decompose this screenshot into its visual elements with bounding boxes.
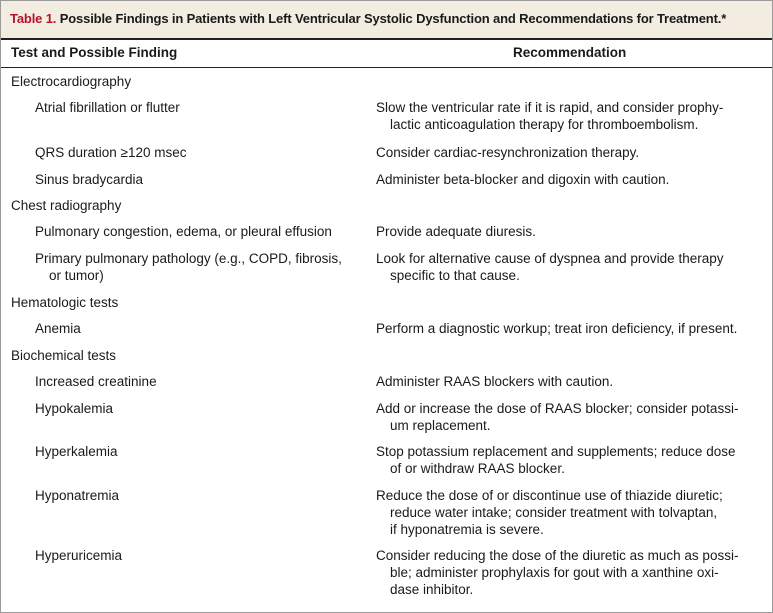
finding-text: Anemia bbox=[35, 321, 81, 336]
recommendation-text: Add or increase the dose of RAAS blocker; consider potassi- bbox=[376, 401, 739, 416]
finding-cell bbox=[35, 487, 365, 504]
recommendation-text: Consider reducing the dose of the diuretic as much as possi- bbox=[376, 548, 739, 563]
recommendation-text: if hyponatremia is severe. bbox=[390, 522, 544, 537]
finding-text: Sinus bradycardia bbox=[35, 172, 144, 187]
recommendation-text: specific to that cause. bbox=[390, 268, 520, 283]
recommendation-cell bbox=[376, 547, 766, 598]
recommendation-text: Administer RAAS blockers with caution. bbox=[376, 374, 614, 389]
recommendation-cell bbox=[376, 320, 766, 337]
finding-cell bbox=[35, 443, 365, 460]
finding-cell bbox=[35, 144, 365, 161]
recommendation-text: Perform a diagnostic workup; treat iron deficiency, if present. bbox=[376, 321, 738, 336]
table-title-text: Possible Findings in Patients with Left Ventricular Systolic Dysfunction and Recommendations for Treatment.* bbox=[59, 11, 727, 26]
recommendation-text: lactic anticoagulation therapy for thromboembolism. bbox=[390, 117, 699, 132]
finding-text: Atrial fibrillation or flutter bbox=[35, 100, 180, 115]
finding-text: Hyperkalemia bbox=[35, 444, 118, 459]
recommendation-text: Consider cardiac-resynchronization therapy. bbox=[376, 145, 640, 160]
column-header-recommendation: Recommendation bbox=[513, 45, 627, 60]
recommendation-cell bbox=[376, 171, 766, 188]
recommendation-cell bbox=[376, 223, 766, 240]
recommendation-cell bbox=[376, 373, 766, 390]
recommendation-cell bbox=[376, 400, 766, 434]
recommendation-text: of or withdraw RAAS blocker. bbox=[390, 461, 565, 476]
column-header-finding: Test and Possible Finding bbox=[11, 45, 178, 60]
recommendation-text: reduce water intake; consider treatment with tolvaptan, bbox=[390, 505, 718, 520]
category-label: Hematologic tests bbox=[11, 295, 119, 310]
finding-cell bbox=[35, 250, 365, 284]
table-label: Table 1. bbox=[10, 11, 57, 26]
finding-text: Hyperuricemia bbox=[35, 548, 123, 563]
finding-text: QRS duration ≥120 msec bbox=[35, 145, 187, 160]
finding-cell bbox=[35, 547, 365, 564]
recommendation-cell bbox=[376, 99, 766, 133]
recommendation-cell bbox=[376, 144, 766, 161]
recommendation-cell bbox=[376, 487, 766, 538]
finding-cell bbox=[35, 400, 365, 417]
recommendation-text: Stop potassium replacement and supplements; reduce dose bbox=[376, 444, 736, 459]
recommendation-cell bbox=[376, 250, 766, 284]
category-label: Chest radiography bbox=[11, 198, 122, 213]
recommendation-cell bbox=[376, 443, 766, 477]
recommendation-text: Provide adequate diuresis. bbox=[376, 224, 536, 239]
category-label: Electrocardiography bbox=[11, 74, 132, 89]
recommendation-text: Reduce the dose of or discontinue use of thiazide diuretic; bbox=[376, 488, 723, 503]
finding-cell bbox=[35, 373, 365, 390]
recommendation-text: Look for alternative cause of dyspnea and provide therapy bbox=[376, 251, 724, 266]
table-title bbox=[10, 11, 726, 26]
recommendation-text: Administer beta-blocker and digoxin with caution. bbox=[376, 172, 670, 187]
finding-cell bbox=[35, 99, 365, 116]
finding-text: Hyponatremia bbox=[35, 488, 120, 503]
category-label: Biochemical tests bbox=[11, 348, 117, 363]
finding-text: Primary pulmonary pathology (e.g., COPD, fibrosis, bbox=[35, 251, 342, 266]
recommendation-text: dase inhibitor. bbox=[390, 582, 474, 597]
recommendation-text: ble; administer prophylaxis for gout with a xanthine oxi- bbox=[390, 565, 719, 580]
finding-cell bbox=[35, 320, 365, 337]
table-title-bar bbox=[1, 1, 772, 40]
finding-cell bbox=[35, 223, 365, 240]
header-divider bbox=[1, 67, 772, 68]
finding-text: Pulmonary congestion, edema, or pleural effusion bbox=[35, 224, 332, 239]
finding-text: Increased creatinine bbox=[35, 374, 157, 389]
finding-text: or tumor) bbox=[49, 268, 104, 283]
finding-text: Hypokalemia bbox=[35, 401, 114, 416]
recommendation-text: Slow the ventricular rate if it is rapid, and consider prophy- bbox=[376, 100, 724, 115]
finding-cell bbox=[35, 171, 365, 188]
recommendation-text: um replacement. bbox=[390, 418, 491, 433]
